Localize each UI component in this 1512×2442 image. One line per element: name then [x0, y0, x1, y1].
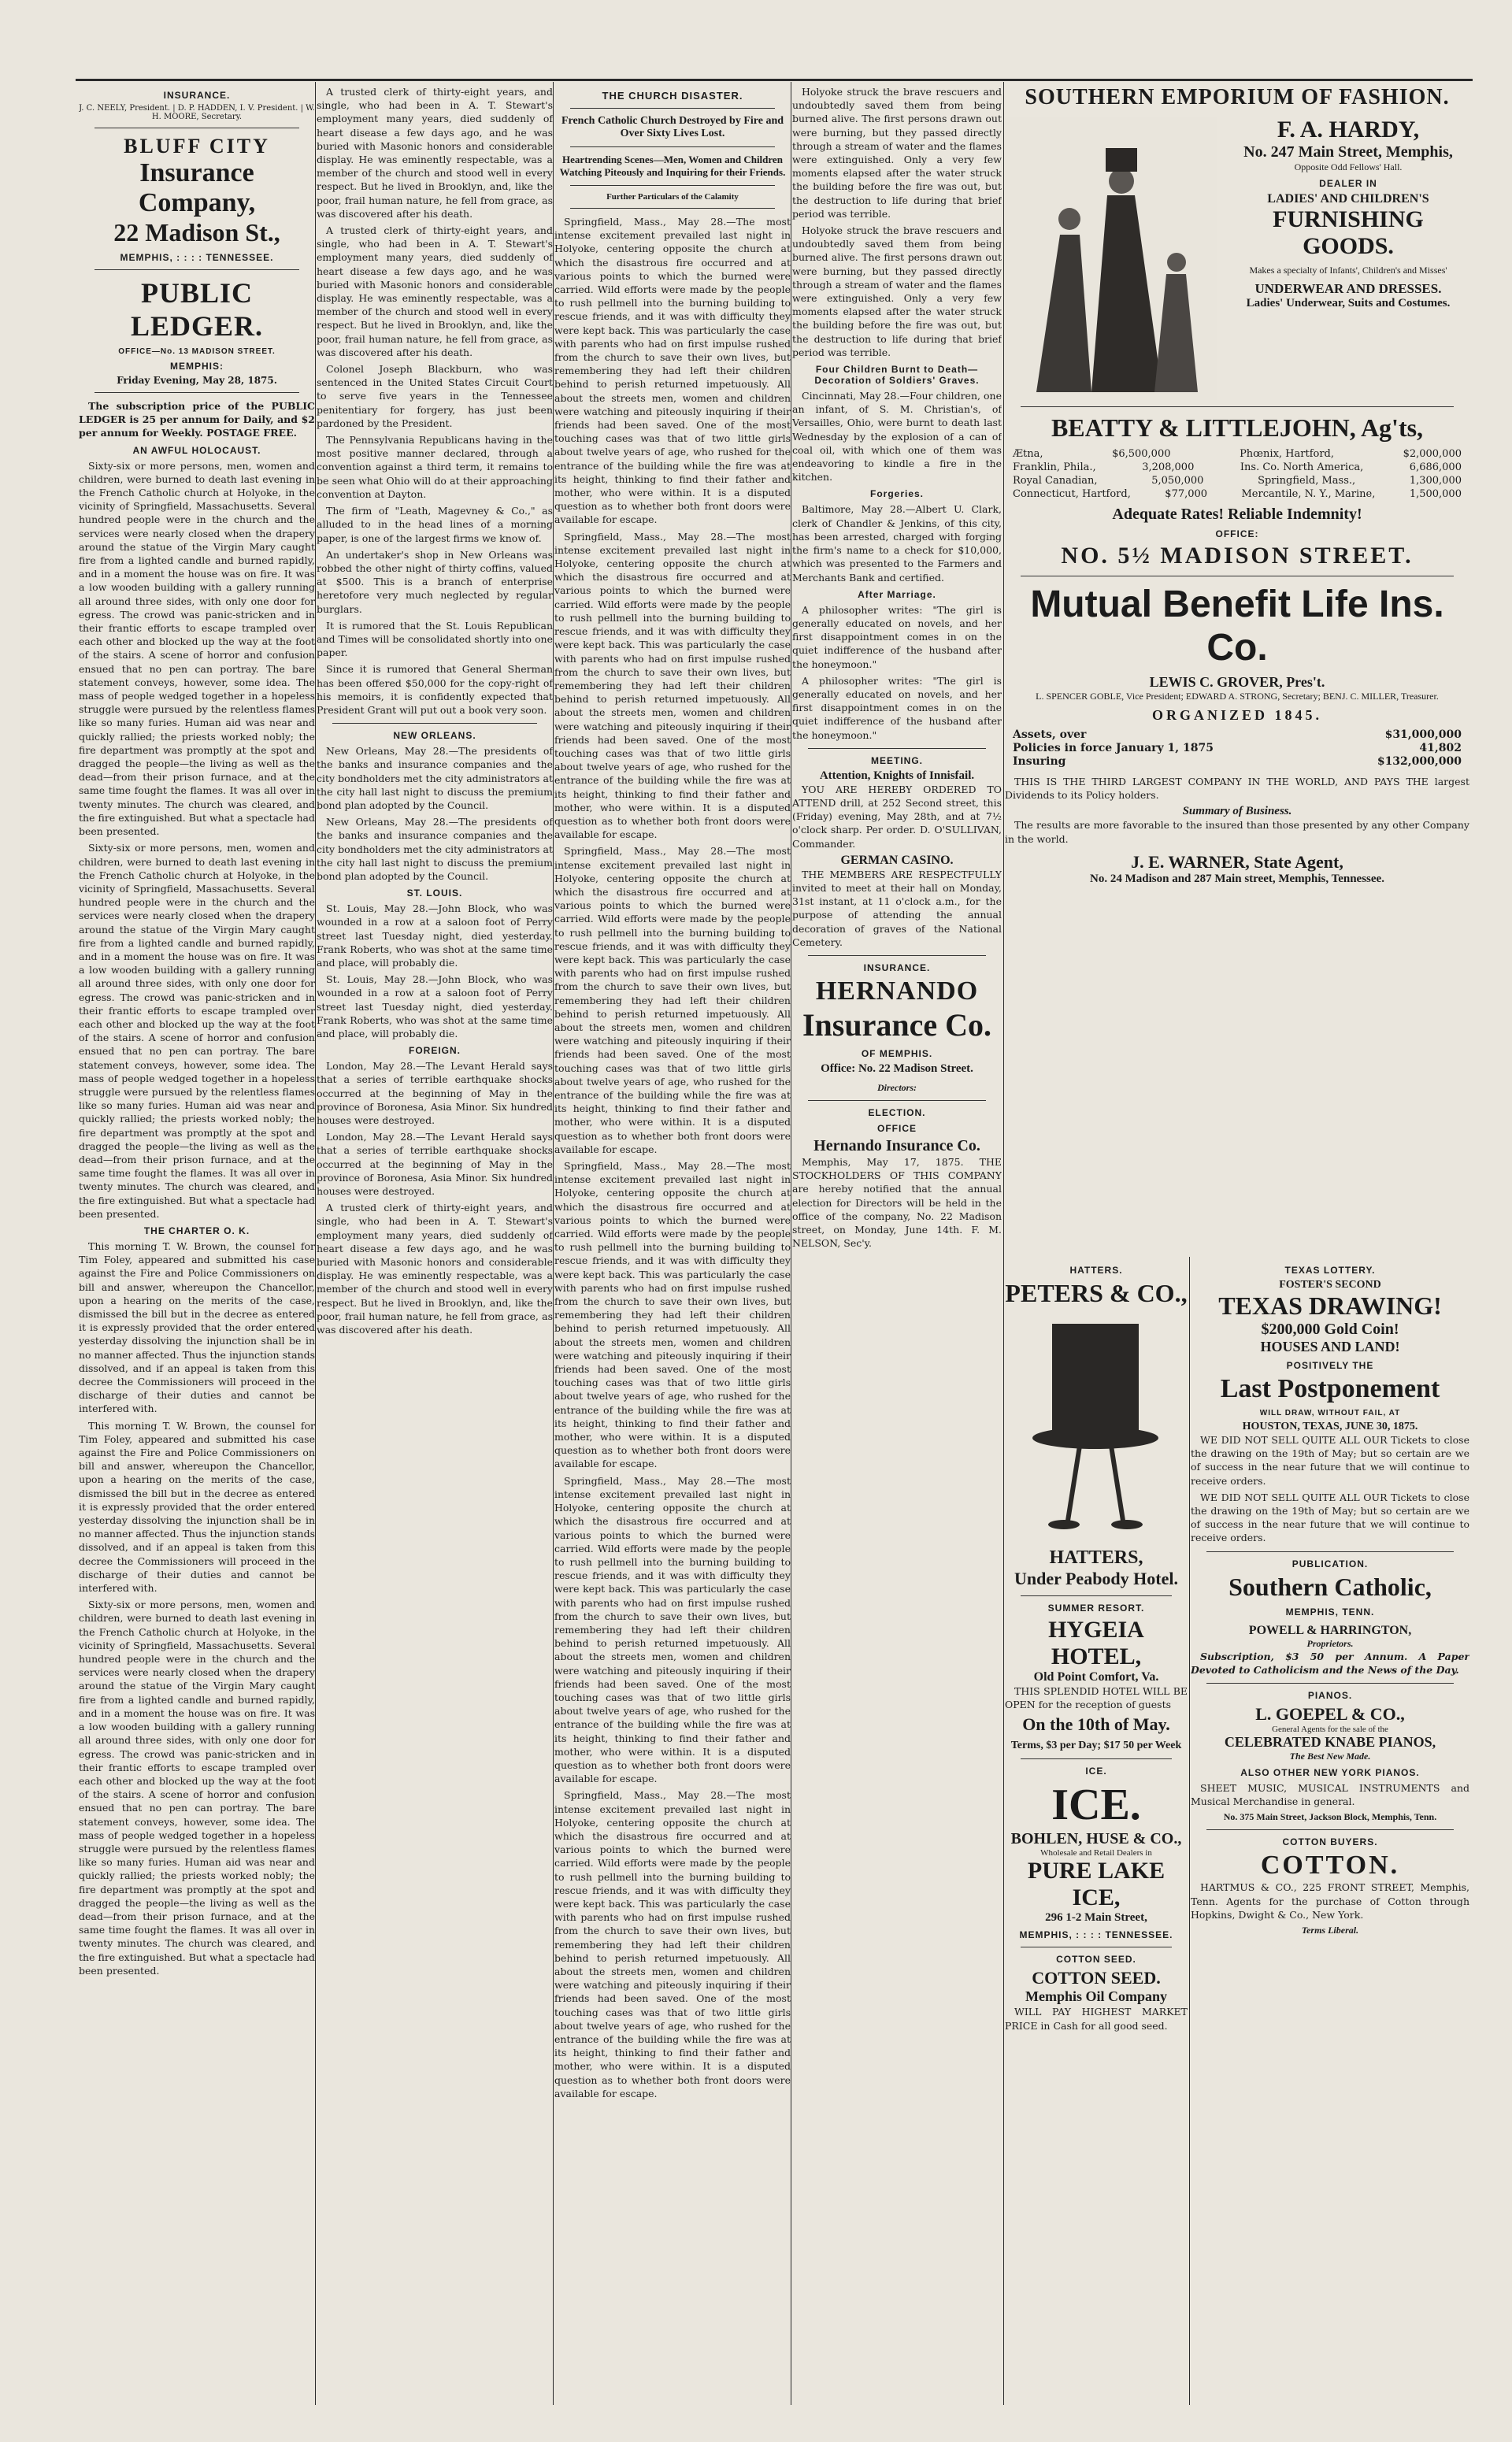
- news-item: The firm of "Leath, Magevney & Co.," as alluded to in the head lines of a morning paper, is one of the largest firms we know of.: [317, 505, 553, 544]
- news-item: A trusted clerk of thirty-eight years, and single, who had been in A. T. Stewart's employment many years, died suddenly of heart disease a few days ago, and he was buried with Masonic honors and considerable display. He was eminently respectable, was a member of the church and stood well in every respect. But he lived in Brooklyn, and, like the poor, frail human nature, he fell from grace, as was discovered after his death.: [317, 86, 553, 220]
- hartmus-notice: HARTMUS & CO., 225 FRONT STREET, Memphis, Tenn. Agents for the purchase of Cotton through Hopkins, Dwight & Co., New York.: [1191, 1881, 1469, 1921]
- casino-title: GERMAN CASINO.: [840, 853, 954, 867]
- ice-big: ICE.: [1051, 1781, 1141, 1830]
- hernando-directors: Directors:: [877, 1081, 917, 1093]
- beatty-office-label: OFFICE:: [1215, 528, 1259, 539]
- news-item: New Orleans, May 28.—The presidents of the banks and insurance companies and the city bondholders met the city administrators at the city hall last night to discuss the premium bond plan adopted by the Council.: [317, 745, 553, 811]
- column-rule: [553, 82, 554, 2405]
- news-item: St. Louis, May 28.—John Block, who was wounded in a row at a saloon foot of Perry street last Tuesday night, died yesterday. Frank Roberts, who was shot at the same time and place, will probably die.: [317, 973, 553, 1039]
- pure-ice-address: 296 1-2 Main Street,: [1045, 1911, 1147, 1925]
- divider: [1206, 1829, 1454, 1830]
- hardy-location: Opposite Odd Fellows' Hall.: [1294, 161, 1403, 172]
- beatty-title: BEATTY & LITTLEJOHN, Ag'ts,: [1051, 413, 1424, 442]
- mutual-stat-cell: Policies in force January 1, 1875: [1013, 742, 1214, 754]
- bohlen-desc: Wholesale and Retail Dealers in: [1040, 1848, 1152, 1858]
- insurance-heading: INSURANCE.: [863, 962, 931, 973]
- article-body: Springfield, Mass., May 28.—The most intense excitement prevailed last night in Holyoke, centering opposite the church at which the disastrous fire occurred and at various points to which the burned were carried. Wild efforts were made by the people to rush pellmell into the burning building to rescue friends, and it was with difficulty they were kept back. This was particularly the case with parents who had on first impulse rushed from the church to save their own lives, but remembering they had left their children behind to perish returned impetuously. All about the streets men, women and children were watching and piteously inquiring if their friends had been saved. One of the most touching cases was that of two little girls about twelve years of age, who rushed for the entrance of the building while the fire was at its height, thinking to find their father and mother, who were within. It is a disputed question as to whether both front doors were available for escape.: [554, 1160, 791, 1470]
- column-6: [1005, 1260, 1188, 2402]
- mutual-stat-row: [1013, 742, 1462, 755]
- article-body-repeat: Sixty-six or more persons, men, women and children, were burned to death last evening in the French Catholic church at Holyoke, in the vicinity of Springfield, Massachusetts. Several hundred people were in the church and the services were nearly closed when the drapery around the statue of the Virgin Mary caught fire from a lighted candle and burned rapidly, and in a moment the house was on fire. It was a low wooden building with a gallery running all around three sides, with only one door for egress. The crowd was panic-stricken and in their frantic efforts to escape trampled over each other and blocked up the way at the foot of the stairs. A scene of horror and confusion ensued that no pen can portray. The bare statement conveys, however, some idea. The mass of people wedged together in a hopeless struggle were pursued by the relentless flames like so many furies. Human aid was near and quickly rallied; the priests worked nobly; the fire department was promptly at the spot and dragged the people—the living as well as the dead—from their prison furnace, and at the same time fought the flames. It was all over in twenty minutes. The church was cleared, and the fire extinguished. But what a spectacle had been presented.: [79, 1599, 315, 1977]
- lottery-foster: FOSTER'S SECOND: [1279, 1279, 1381, 1291]
- peters-hatters: HATTERS,: [1049, 1547, 1143, 1568]
- proprietors: Proprietors.: [1306, 1637, 1354, 1649]
- fashion-illustration: [1005, 117, 1217, 400]
- hardy-goods: Ladies' Underwear, Suits and Costumes.: [1246, 297, 1451, 309]
- column-rule: [315, 82, 316, 2405]
- sheet-music: SHEET MUSIC, MUSICAL INSTRUMENTS and Musical Merchandise in general.: [1191, 1782, 1469, 1808]
- oil-notice: WILL PAY HIGHEST MARKET PRICE in Cash for all good seed.: [1005, 2006, 1188, 2032]
- catholic-city: MEMPHIS, TENN.: [1285, 1606, 1375, 1618]
- hotel-terms: Terms, $3 per Day; $17 50 per Week: [1010, 1740, 1182, 1752]
- beatty-rate-cell: $2,000,000: [1403, 448, 1462, 460]
- beatty-rate-cell: Connecticut, Hartford,: [1013, 488, 1131, 500]
- powell-name: POWELL & HARRINGTON,: [1248, 1623, 1412, 1637]
- mutual-note: THIS IS THE THIRD LARGEST COMPANY IN THE WORLD, AND PAYS THE largest Dividends to its Policy holders.: [1005, 776, 1469, 802]
- company-name: BLUFF CITY: [124, 135, 270, 157]
- mutual-summary-title: Summary of Business.: [1182, 805, 1292, 818]
- lottery-body-repeat: WE DID NOT SELL QUITE ALL OUR Tickets to close the drawing on the 19th of May; but so certain are we of success in the near future that we will continue to receive orders.: [1191, 1491, 1469, 1544]
- beatty-rates-table: [1013, 447, 1462, 501]
- peters-location: Under Peabody Hotel.: [1014, 1569, 1178, 1588]
- pianos-heading: PIANOS.: [1307, 1690, 1353, 1702]
- beatty-rate-cell: Ætna,: [1013, 448, 1043, 460]
- hatters-heading: HATTERS.: [1069, 1265, 1123, 1276]
- cotton-title: COTTON.: [1260, 1851, 1400, 1881]
- hardy-specialty: Makes a specialty of Infants', Children's and Misses': [1249, 265, 1447, 276]
- beatty-office: NO. 5½ MADISON STREET.: [1061, 543, 1414, 569]
- mutual-president: LEWIS C. GROVER, Pres't.: [1149, 674, 1325, 690]
- lottery-houses: HOUSES AND LAND!: [1260, 1339, 1400, 1354]
- news-item: An undertaker's shop in New Orleans was robbed the other night of thirty coffins, valued at $500. This is a branch of enterprise heretofore very much neglected by regular burglars.: [317, 548, 553, 615]
- lottery-heading: TEXAS LOTTERY.: [1284, 1265, 1376, 1276]
- news-item: Cincinnati, May 28.—Four children, one an infant, of S. M. Christian's, of Versailles, Ohio, were burnt to death last Wednesday by the explosion of a can of coal oil, with which one of them was endeavoring to kindle a fire in the kitchen.: [792, 390, 1002, 484]
- column-rule: [1189, 1257, 1190, 2405]
- knabe-pianos: CELEBRATED KNABE PIANOS,: [1224, 1734, 1436, 1751]
- ice-heading: ICE.: [1085, 1766, 1107, 1777]
- pure-ice: PURE LAKE ICE,: [1027, 1858, 1166, 1911]
- mutual-stats-table: [1013, 728, 1462, 769]
- mutual-officers: L. SPENCER GOBLE, Vice President; EDWARD A. STRONG, Secretary; BENJ. C. MILLER, Treasurer.: [1036, 691, 1439, 702]
- beatty-rate-cell: 1,500,000: [1409, 488, 1462, 500]
- top-rule: [76, 79, 1473, 81]
- mutual-stat-cell: $132,000,000: [1377, 755, 1462, 768]
- officers-line: J. C. NEELY, President. | D. P. HADDEN, I. V. President. | W. H. MOORE, Secretary.: [79, 104, 315, 121]
- column-5: [1005, 85, 1469, 1251]
- mutual-stat-cell: $31,000,000: [1384, 728, 1462, 741]
- news-heading: Forgeries.: [869, 488, 925, 500]
- cotton-buyers-heading: COTTON BUYERS.: [1282, 1836, 1378, 1848]
- article-body: Holyoke struck the brave rescuers and undoubtedly saved them from being burned alive. The first persons drawn out were burning, but they passed directly through a stream of water and the flames were extinguished. Only a very few moments elapsed after the water struck the building before the fire was out, but the destruction to life during that brief period was terrible.: [792, 224, 1002, 358]
- divider: [1206, 1551, 1454, 1552]
- beatty-rate-cell: 5,050,000: [1151, 475, 1204, 487]
- knabe-best: The Best New Made.: [1289, 1751, 1371, 1762]
- divider: [570, 185, 775, 186]
- article-title: THE CHARTER O. K.: [143, 1225, 250, 1236]
- mutual-results: The results are more favorable to the insured than those presented by any other Company in the world.: [1005, 819, 1469, 845]
- goepel-address: No. 375 Main Street, Jackson Block, Memphis, Tenn.: [1223, 1811, 1437, 1823]
- section-heading: NEW ORLEANS.: [393, 730, 476, 742]
- lottery-texas-drawing: TEXAS DRAWING!: [1218, 1291, 1442, 1320]
- meeting-notice: YOU ARE HEREBY ORDERED TO ATTEND drill, at 252 Second street, this (Friday) evening, May 28th, and at 7½ o'clock sharp. Per order. D. O'SULLIVAN, Commander.: [792, 783, 1002, 850]
- article-body: Springfield, Mass., May 28.—The most intense excitement prevailed last night in Holyoke, centering opposite the church at which the disastrous fire occurred and at various points to which the burned were carried. Wild efforts were made by the people to rush pellmell into the burning building to rescue friends, and it was with difficulty they were kept back. This was particularly the case with parents who had on first impulse rushed from the church to save their own lives, but remembering they had left their children behind to perish returned impetuously. All about the streets men, women and children were watching and piteously inquiring if their friends had been saved. One of the most touching cases was that of two little girls about twelve years of age, who rushed for the entrance of the building while the fire was at its height, thinking to find their father and mother, who were within. It is a disputed question as to whether both front doors were available for escape.: [554, 1474, 791, 1785]
- beatty-rate-row: [1013, 487, 1462, 501]
- column-rule: [1003, 82, 1004, 2405]
- article-body-repeat: This morning T. W. Brown, the counsel for Tim Foley, appeared and submitted his case against the Fire and Police Commissioners on bill and answer, whereupon the Chancellor, upon a hearing on the merits of the case, dismissed the bill but in the decree as entered it is expressly provided that the order entered yesterday dissolving the injunction shall be in no manner affected. Thus the injunction stands dissolved, and if an appeal is taken from this decree the Commissioners will proceed in the discharge of their duties and cannot be interfered with.: [79, 1419, 315, 1595]
- bohlen-name: BOHLEN, HUSE & CO.,: [1010, 1830, 1182, 1848]
- divider: [1206, 1683, 1454, 1684]
- headline: THE CHURCH DISASTER.: [602, 90, 743, 102]
- meeting-heading: MEETING.: [870, 754, 923, 766]
- oil-company: Memphis Oil Company: [1025, 1988, 1168, 2005]
- divider: [1021, 406, 1454, 407]
- mutual-title: Mutual Benefit Life Ins. Co.: [1030, 584, 1444, 669]
- news-item: New Orleans, May 28.—The presidents of the banks and insurance companies and the city bondholders met the city administrators at the city hall last night to discuss the premium bond plan adopted by the Council.: [317, 816, 553, 882]
- beatty-rate-row: [1013, 474, 1462, 487]
- catholic-subscription: Subscription, $3 50 per Annum. A Paper Devoted to Catholicism and the News of the Day.: [1191, 1650, 1469, 1676]
- article-body: Holyoke struck the brave rescuers and undoubtedly saved them from being burned alive. The first persons drawn out were burning, but they passed directly through a stream of water and the flames were extinguished. Only a very few moments elapsed after the water struck the building before the fire was out, but the destruction to life during that brief period was terrible.: [792, 86, 1002, 220]
- news-item: London, May 28.—The Levant Herald says that a series of terrible earthquake shocks occurred at the beginning of May in the province of Boronesa, Asia Minor. Six hundred houses were destroyed.: [317, 1131, 553, 1198]
- mutual-organized: ORGANIZED 1845.: [1151, 707, 1322, 723]
- news-item: London, May 28.—The Levant Herald says that a series of terrible earthquake shocks occurred at the beginning of May in the province of Boronesa, Asia Minor. Six hundred houses were destroyed.: [317, 1060, 553, 1127]
- article-title: AN AWFUL HOLOCAUST.: [132, 444, 261, 456]
- beatty-rate-cell: Mercantile, N. Y., Marine,: [1241, 488, 1376, 500]
- fashion-title: SOUTHERN EMPORIUM OF FASHION.: [1025, 85, 1450, 109]
- beatty-slogan: Adequate Rates! Reliable Indemnity!: [1112, 506, 1362, 523]
- mutual-stat-cell: 41,802: [1419, 742, 1462, 754]
- knabe-also: ALSO OTHER NEW YORK PIANOS.: [1240, 1767, 1420, 1779]
- resort-heading: SUMMER RESORT.: [1047, 1603, 1145, 1614]
- news-heading: After Marriage.: [858, 588, 936, 600]
- pure-ice-city: MEMPHIS, : : : : TENNESSEE.: [1019, 1929, 1173, 1941]
- section-heading: ST. LOUIS.: [406, 887, 463, 899]
- warner-address: No. 24 Madison and 287 Main street, Memphis, Tennessee.: [1090, 872, 1384, 885]
- company-address: 22 Madison St.,: [113, 218, 280, 246]
- cotton-seed-heading: COTTON SEED.: [1056, 1954, 1136, 1966]
- election-heading: ELECTION.: [868, 1106, 926, 1118]
- publication-heading: PUBLICATION.: [1292, 1558, 1369, 1569]
- news-item: A philosopher writes: "The girl is generally educated on novels, and her first disappointment comes in on the quiet indifference of the husband after the honeymoon.": [792, 674, 1002, 741]
- beatty-rate-cell: Phœnix, Hartford,: [1240, 448, 1334, 460]
- mutual-stat-row: [1013, 728, 1462, 742]
- beatty-rate-cell: Royal Canadian,: [1013, 475, 1098, 487]
- terms-liberal: Terms Liberal.: [1301, 1925, 1359, 1936]
- divider: [332, 723, 537, 724]
- article-body: Springfield, Mass., May 28.—The most intense excitement prevailed last night in Holyoke, centering opposite the church at which the disastrous fire occurred and at various points to which the burned were carried. Wild efforts were made by the people to rush pellmell into the burning building to rescue friends, and it was with difficulty they were kept back. This was particularly the case with parents who had on first impulse rushed from the church to save their own lives, but remembering they had left their children behind to perish returned impetuously. All about the streets men, women and children were watching and piteously inquiring if their friends had been saved. One of the most touching cases was that of two little girls about twelve years of age, who rushed for the entrance of the building while the fire was at its height, thinking to find their father and mother, who were within. It is a disputed question as to whether both front doors were available for escape.: [554, 1789, 791, 2099]
- divider: [808, 1100, 986, 1101]
- hernando-city: OF MEMPHIS.: [861, 1047, 933, 1059]
- divider: [1021, 1595, 1172, 1596]
- divider: [94, 269, 299, 270]
- goepel-desc: General Agents for the sale of the: [1272, 1725, 1388, 1735]
- lottery-date: HOUSTON, TEXAS, JUNE 30, 1875.: [1242, 1421, 1418, 1432]
- mutual-stat-cell: Insuring: [1013, 755, 1066, 768]
- article-body: This morning T. W. Brown, the counsel for Tim Foley, appeared and submitted his case against the Fire and Police Commissioners on bill and answer, whereupon the Chancellor, upon a hearing on the merits of the case, dismissed the bill but in the decree as entered it is expressly provided that the order entered yesterday dissolving the injunction shall be in no manner affected. Thus the injunction stands dissolved, and if an appeal is taken from this decree the Commissioners will proceed in the discharge of their duties and cannot be interfered with.: [79, 1240, 315, 1415]
- lottery-body: WE DID NOT SELL QUITE ALL OUR Tickets to close the drawing on the 19th of May; but so certain are we of success in the near future that we will continue to receive orders.: [1191, 1434, 1469, 1487]
- hernando-office: Office: No. 22 Madison Street.: [821, 1062, 973, 1075]
- column-3: [554, 85, 791, 2408]
- warner-name: J. E. WARNER, State Agent,: [1131, 851, 1343, 872]
- paper-date: Friday Evening, May 28, 1875.: [117, 375, 277, 386]
- news-item: The Pennsylvania Republicans having in the most positive manner declared, through a convention against a third term, it remains to be seen what Ohio will do at their approaching convention at Dayton.: [317, 434, 553, 500]
- article-body: Springfield, Mass., May 28.—The most intense excitement prevailed last night in Holyoke, centering opposite the church at which the disastrous fire occurred and at various points to which the burned were carried. Wild efforts were made by the people to rush pellmell into the burning building to rescue friends, and it was with difficulty they were kept back. This was particularly the case with parents who had on first impulse rushed from the church to save their own lives, but remembering they had left their children behind to perish returned impetuously. All about the streets men, women and children were watching and piteously inquiring if their friends had been saved. One of the most touching cases was that of two little girls about twelve years of age, who rushed for the entrance of the building while the fire was at its height, thinking to find their father and mother, who were within. It is a disputed question as to whether both front doors were available for escape.: [554, 216, 791, 526]
- hotel-notice: THIS SPLENDID HOTEL WILL BE OPEN for the reception of guests: [1005, 1685, 1188, 1711]
- beatty-rate-cell: Franklin, Phila.,: [1013, 461, 1096, 473]
- article-body-repeat: Sixty-six or more persons, men, women and children, were burned to death last evening in the French Catholic church at Holyoke, in the vicinity of Springfield, Massachusetts. Several hundred people were in the church and the services were nearly closed when the drapery around the statue of the Virgin Mary caught fire from a lighted candle and burned rapidly, and in a moment the house was on fire. It was a low wooden building with a gallery running all around three sides, with only one door for egress. The crowd was panic-stricken and in their frantic efforts to escape trampled over each other and blocked up the way at the foot of the stairs. A scene of horror and confusion ensued that no pen can portray. The bare statement conveys, however, some idea. The mass of people wedged together in a hopeless struggle were pursued by the relentless flames like so many furies. Human aid was near and quickly rallied; the priests worked nobly; the fire department was promptly at the spot and dragged the people—the living as well as the dead—from their prison furnace, and at the same time fought the flames. It was all over in twenty minutes. The church was cleared, and the fire extinguished. But what a spectacle had been presented.: [79, 842, 315, 1220]
- article-body: Springfield, Mass., May 28.—The most intense excitement prevailed last night in Holyoke, centering opposite the church at which the disastrous fire occurred and at various points to which the burned were carried. Wild efforts were made by the people to rush pellmell into the burning building to rescue friends, and it was with difficulty they were kept back. This was particularly the case with parents who had on first impulse rushed from the church to save their own lives, but remembering they had left their children behind to perish returned impetuously. All about the streets men, women and children were watching and piteously inquiring if their friends had been saved. One of the most touching cases was that of two little girls about twelve years of age, who rushed for the entrance of the building while the fire was at its height, thinking to find their father and mother, who were within. It is a disputed question as to whether both front doors were available for escape.: [554, 845, 791, 1155]
- mutual-stat-row: [1013, 755, 1462, 769]
- hardy-dealer: DEALER IN: [1319, 178, 1377, 189]
- column-1: [79, 85, 315, 2408]
- hotel-location: Old Point Comfort, Va.: [1033, 1670, 1159, 1684]
- top-hat-illustration: [1005, 1308, 1188, 1544]
- news-heading: Four Children Burnt to Death—Decoration of Soldiers' Graves.: [814, 364, 980, 387]
- news-item: A trusted clerk of thirty-eight years, and single, who had been in A. T. Stewart's employment many years, died suddenly of heart disease a few days ago, and he was buried with Masonic honors and considerable display. He was eminently respectable, was a member of the church and stood well in every respect. But he lived in Brooklyn, and, like the poor, frail human nature, he fell from grace, as was discovered after his death.: [317, 224, 553, 358]
- peters-name: PETERS & CO.,: [1005, 1279, 1188, 1307]
- casino-notice: THE MEMBERS ARE RESPECTFULLY invited to meet at their hall on Monday, 31st instant, at 11 o'clock a.m., for the purpose of attending the annual decoration of graves of the National Cemetery.: [792, 868, 1002, 948]
- news-item: A trusted clerk of thirty-eight years, and single, who had been in A. T. Stewart's employment many years, died suddenly of heart disease a few days ago, and he was buried with Masonic honors and considerable display. He was eminently respectable, was a member of the church and stood well in every respect. But he lived in Brooklyn, and, like the poor, frail human nature, he fell from grace, as was discovered after his death.: [317, 1202, 553, 1336]
- column-4: [792, 85, 1002, 2408]
- company-city: MEMPHIS, : : : : TENNESSEE.: [120, 252, 274, 263]
- subheadline: Further Particulars of the Calamity: [606, 192, 739, 202]
- divider: [570, 108, 775, 109]
- hardy-goods: LADIES' AND CHILDREN'S: [1267, 192, 1429, 206]
- news-item: Colonel Joseph Blackburn, who was sentenced in the United States Circuit Court to serve five years in the Tennessee penitentiary for forgery, has just been pardoned by the President.: [317, 363, 553, 429]
- hernando-name: HERNANDO: [815, 976, 979, 1006]
- subheadline: Heartrending Scenes—Men, Women and Children Watching Piteously and Inquiring for their Friends.: [559, 154, 786, 178]
- divider: [808, 955, 986, 956]
- subheadline: French Catholic Church Destroyed by Fire and Over Sixty Lives Lost.: [561, 115, 784, 139]
- hotel-date: On the 10th of May.: [1022, 1714, 1170, 1735]
- beatty-rate-cell: Ins. Co. North America,: [1240, 461, 1364, 473]
- beatty-rate-cell: Springfield, Mass.,: [1258, 475, 1356, 487]
- lottery-will-draw: WILL DRAW, WITHOUT FAIL, AT: [1259, 1409, 1401, 1417]
- news-item: A philosopher writes: "The girl is generally educated on novels, and her first disappointment comes in on the quiet indifference of the husband after the honeymoon.": [792, 603, 1002, 670]
- article-body: Sixty-six or more persons, men, women and children, were burned to death last evening in the French Catholic church at Holyoke, in the vicinity of Springfield, Massachusetts. Several hundred people were in the church and the services were nearly closed when the drapery around the statue of the Virgin Mary caught fire from a lighted candle and burned rapidly, and in a moment the house was on fire. It was a low wooden building with a gallery running all around three sides, with only one door for egress. The crowd was panic-stricken and in their frantic efforts to escape trampled over each other and blocked up the way at the foot of the stairs. A scene of horror and confusion ensued that no pen can portray. The bare statement conveys, however, some idea. The mass of people wedged together in a hopeless struggle were pursued by the relentless flames like so many furies. Human aid was near and quickly rallied; the priests worked nobly; the fire department was promptly at the spot and dragged the people—the living as well as the dead—from their prison furnace, and at the same time fought the flames. It was all over in twenty minutes. The church was cleared, and the fire extinguished. But what a spectacle had been presented.: [79, 459, 315, 838]
- election-notice: Memphis, May 17, 1875. THE STOCKHOLDERS OF THIS COMPANY are hereby notified that the annual election for Directors will be held in the office of the company, No. 22 Madison street, on Monday, June 14th. F. M. NELSON, Sec'y.: [792, 1155, 1002, 1250]
- news-item: It is rumored that the St. Louis Republican and Times will be consolidated shortly into one paper.: [317, 619, 553, 659]
- paper-office: OFFICE—No. 13 MADISON STREET.: [118, 347, 276, 356]
- hardy-goods-big: FURNISHING GOODS.: [1273, 206, 1424, 259]
- news-item: Since it is rumored that General Sherman has been offered $50,000 for the copy-right of his memoirs, it is confidently expected that President Grant will put out a book very soon.: [317, 663, 553, 716]
- beatty-rate-cell: $77,000: [1165, 488, 1208, 500]
- company-name-line2: Insurance Company,: [138, 158, 256, 217]
- divider: [570, 146, 775, 147]
- column-2: [317, 85, 553, 2408]
- beatty-rate-row: [1013, 447, 1462, 461]
- meeting-title: Attention, Knights of Innisfail.: [819, 769, 975, 782]
- hardy-address: No. 247 Main Street, Memphis,: [1243, 143, 1453, 161]
- paper-city: MEMPHIS:: [170, 361, 224, 372]
- lottery-last-postponement: Last Postponement: [1220, 1374, 1440, 1403]
- article-body: Springfield, Mass., May 28.—The most intense excitement prevailed last night in Holyoke, centering opposite the church at which the disastrous fire occurred and at various points to which the burned were carried. Wild efforts were made by the people to rush pellmell into the burning building to rescue friends, and it was with difficulty they were kept back. This was particularly the case with parents who had on first impulse rushed from the church to save their own lives, but remembering they had left their children behind to perish returned impetuously. All about the streets men, women and children were watching and piteously inquiring if their friends had been saved. One of the most touching cases was that of two little girls about twelve years of age, who rushed for the entrance of the building while the fire was at its height, thinking to find their father and mother, who were within. It is a disputed question as to whether both front doors were available for escape.: [554, 530, 791, 841]
- divider: [570, 208, 775, 209]
- divider: [808, 748, 986, 749]
- cotton-seed-title: COTTON SEED.: [1032, 1968, 1161, 1988]
- hardy-name: F. A. HARDY,: [1277, 117, 1420, 143]
- mutual-stat-cell: Assets, over: [1013, 728, 1087, 741]
- subscription-notice: The subscription price of the PUBLIC LEDGER is 25 per annum for Daily, and $2 per annum for Weekly. POSTAGE FREE.: [79, 400, 315, 439]
- hernando-name-line2: Insurance Co.: [802, 1006, 992, 1043]
- hotel-name: HYGEIA HOTEL,: [1048, 1617, 1144, 1669]
- election-office: OFFICE: [877, 1122, 917, 1134]
- lottery-positively: POSITIVELY THE: [1286, 1360, 1374, 1371]
- election-company: Hernando Insurance Co.: [813, 1136, 980, 1154]
- hardy-goods: UNDERWEAR AND DRESSES.: [1254, 281, 1442, 296]
- goepel-name: L. GOEPEL & CO.,: [1255, 1704, 1405, 1725]
- divider: [1021, 1758, 1172, 1759]
- insurance-heading: INSURANCE.: [163, 90, 231, 101]
- news-item: Baltimore, May 28.—Albert U. Clark, clerk of Chandler & Jenkins, of this city, has been arrested, charged with forging the firm's name to a check for $10,000, which was presented to the Farmers and Merchants Bank and certified.: [792, 503, 1002, 584]
- catholic-title: Southern Catholic,: [1228, 1572, 1432, 1601]
- beatty-rate-cell: 6,686,000: [1409, 461, 1462, 473]
- lottery-gold: $200,000 Gold Coin!: [1261, 1321, 1399, 1338]
- paper-title: PUBLIC LEDGER.: [130, 277, 264, 342]
- news-item: St. Louis, May 28.—John Block, who was wounded in a row at a saloon foot of Perry street last Tuesday night, died yesterday. Frank Roberts, who was shot at the same time and place, will probably die.: [317, 902, 553, 969]
- divider: [94, 392, 299, 393]
- beatty-rate-cell: 1,300,000: [1409, 475, 1462, 487]
- beatty-rate-row: [1013, 461, 1462, 474]
- column-7: [1191, 1260, 1469, 2402]
- beatty-rate-cell: 3,208,000: [1142, 461, 1195, 473]
- beatty-rate-cell: $6,500,000: [1112, 448, 1171, 460]
- section-heading: FOREIGN.: [408, 1045, 461, 1057]
